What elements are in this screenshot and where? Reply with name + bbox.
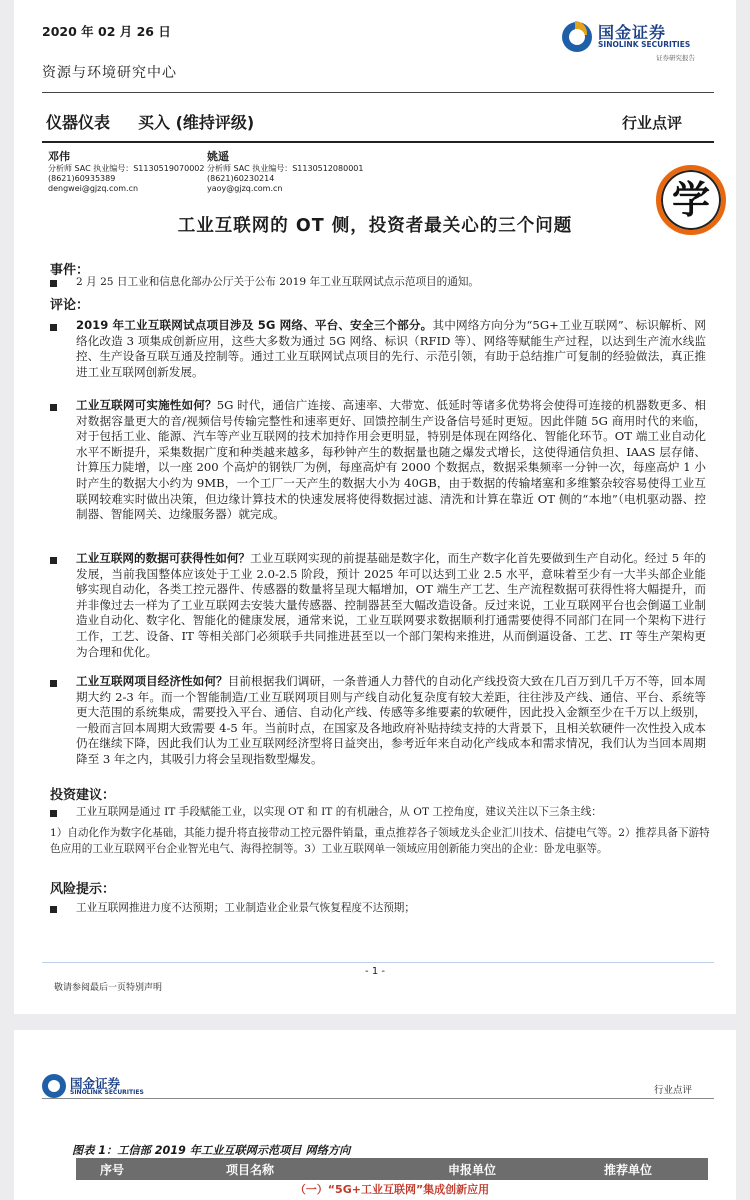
event-text: 2 月 25 日工业和信息化部办公厅关于公布 2019 年工业互联网试点示范项目的通知。 xyxy=(76,276,480,288)
comment-item-1 xyxy=(76,318,706,380)
analyst-email[interactable]: dengwei@gjzq.com.cn xyxy=(48,184,139,193)
table-header xyxy=(76,1158,708,1180)
header-divider xyxy=(42,92,714,93)
analyst-block-2 xyxy=(207,150,363,194)
comment-heading: 评论： xyxy=(50,298,90,313)
risk-heading: 风险提示： xyxy=(50,882,116,897)
header-divider xyxy=(42,1098,714,1099)
comment-item-2 xyxy=(76,398,706,523)
logo-chinese-name: 国金证券 xyxy=(70,1076,121,1091)
comment-item-3 xyxy=(76,551,706,660)
report-title: 工业互联网的 OT 侧，投资者最关心的三个问题 xyxy=(177,216,573,236)
report-page-1 xyxy=(14,0,736,1014)
col-header-index: 序号 xyxy=(100,1163,125,1177)
table-section-row: （一）“5G+工业互联网”集成创新应用 xyxy=(294,1183,490,1195)
figure-title: 图表 1：工信部 2019 年工业互联网示范项目 网络方向 xyxy=(72,1144,351,1157)
advice-text: 1）自动化作为数字化基础，其能力提升将直接带动工控元器件销量，重点推荐各子领域龙头企业汇川技术、信捷电气等。2）推荐具备下游特色应用的工业互联网平台企业智光电气、海得控制等。3）工业互联网单一领域应用创新能力突出的企业：卧龙电驱等。 xyxy=(50,827,710,855)
footer-divider xyxy=(42,962,714,963)
disclaimer-note: 敬请参阅最后一页特别声明 xyxy=(54,983,163,993)
comment-item-text: 目前根据我们调研，一条普通人力替代的自动化产线投资大致在几百万到几千万不等，回本周期大约 2-3 年。而一个智能制造/工业互联网项目则与产线自动化复杂度有较大差距，往往涉及产线、通信、平台、系统等更大范围的系统集成，需要投入平台、通信、自动化产线、传感等多维要素的软硬件，因此投入金额至少在千万以上级别，一般而言回本周期大致需要 4-5 年。当前时点，在国家及各地政府补贴持续支持的大背景下，且相关软硬件一次性投入成本仍在继续下降，因此我们认为工业互联网经济型将日益突出，参考近年来自动化产线成本和需求情况，我们认为当回本周期降至 3 年之内，其吸引力将会呈现指数型爆发。 xyxy=(76,674,706,766)
rating-divider xyxy=(42,141,714,143)
comment-item-bold: 2019 年工业互联网试点项目涉及 5G 网络、平台、安全三个部分。 xyxy=(76,318,433,332)
logo-chinese-name: 国金证券 xyxy=(598,23,667,42)
report-type: 行业点评 xyxy=(654,1085,693,1096)
col-header-recommender: 推荐单位 xyxy=(604,1163,653,1177)
report-page-2 xyxy=(14,1030,736,1200)
logo-subtitle: 证券研究报告 xyxy=(656,54,695,62)
comment-item-4 xyxy=(76,674,706,768)
analyst-name: 姚遥 xyxy=(207,150,229,163)
logo-english-name: SINOLINK SECURITIES xyxy=(598,40,691,49)
comment-item-bold: 工业互联网可实施性如何？ xyxy=(76,398,217,412)
analyst-license: 分析师 SAC 执业编号：S1130512080001 xyxy=(207,164,364,173)
col-header-applicant: 申报单位 xyxy=(448,1163,497,1177)
bullet-icon xyxy=(50,810,57,817)
comment-item-bold: 工业互联网的数据可获得性如何？ xyxy=(76,551,251,565)
advice-heading: 投资建议： xyxy=(50,788,116,803)
bullet-icon xyxy=(50,280,57,287)
bullet-icon xyxy=(50,906,57,913)
badge-char: 学 xyxy=(671,178,710,222)
comment-item-bold: 工业互联网项目经济性如何？ xyxy=(76,674,228,688)
report-type: 行业点评 xyxy=(622,114,683,132)
research-department: 资源与环境研究中心 xyxy=(42,65,177,81)
analyst-phone: (8621)60935389 xyxy=(48,174,116,183)
analyst-phone: (8621)60230214 xyxy=(207,174,275,183)
comment-item-text: 工业互联网实现的前提基础是数字化，而生产数字化首先要做到生产自动化。经过 5 年的发展，当前我国整体应该处于工业 2.0-2.5 阶段，预计 2025 年可以达到工业 2.5 水平，意味着至少有一大半头部企业能够实现自动化，各类工控元器件、传感器的数量将呈现大幅增加，OT 端生产工艺、生产流程数据可获得性将大幅提升，而并非像过去一样为了工业互联网去安装大量传感器、控制器甚至大幅改造设备。反过来说，工业互联网平台也会倒逼工业制造业自动化、数字化、智能化的健康发展，通常来说，工业互联网要求数据顺利打通需要使得不同部门在同一个架构下进行工作，工艺、设备、IT 等相关部门必须联手共同推进甚至以一个部门架构来推进，从而倒逼设备、工艺、IT 等生产架构更为合理和优化。 xyxy=(76,551,706,659)
sinolink-logo-icon xyxy=(562,22,592,52)
analyst-block-1 xyxy=(48,150,204,194)
advice-intro: 工业互联网是通过 IT 手段赋能工业，以实现 OT 和 IT 的有机融合，从 OT 工控角度，建议关注以下三条主线： xyxy=(76,806,602,818)
logo-english-name: SINOLINK SECURITIES xyxy=(70,1089,144,1096)
sinolink-logo xyxy=(42,1074,172,1106)
analyst-name: 邓伟 xyxy=(48,150,70,163)
comment-item-text: 5G 时代，通信广连接、高速率、大带宽、低延时等诸多优势将会使得可连接的机器数更多、相对数据容量更大的音/视频信号传输完整性和速率更好、回馈控制生产设备信号延时更短。因此伴随 5G 商用时代的来临，对于包括工业、能源、汽车等产业互联网的技术加持作用会更明显，特别是体现在网络化、智能化环节。OT 端工业自动化水平不断提升，采集数据广度和种类越来越多，每秒钟产生的数据量也随之爆发式增长，这使得通信负担、IAAS 层存储、计算压力陡增，以一座 200 个高炉的钢铁厂为例，每座高炉有 2000 个数据点，数据采集频率一分钟一次，每座高炉 1 小时产生的数据大小约为 9MB，一个工厂一天产生的数据大小为 40GB，由于数据的传输堵塞和多维繁杂较容易使得工业互联网较难实时做出决策，但边缘计算技术的快速发展将使得数据过滤、清洗和计算在靠近 OT 侧的“本地”（电机驱动器、控制器、智能网关、边缘服务器）就完成。 xyxy=(76,398,706,522)
page-number: - 1 - xyxy=(365,966,385,977)
bullet-icon xyxy=(50,324,57,331)
industry-name: 仪器仪表 xyxy=(46,113,111,132)
report-date: 2020 年 02 月 26 日 xyxy=(42,24,171,39)
col-header-project: 项目名称 xyxy=(226,1163,275,1177)
analyst-license: 分析师 SAC 执业编号：S1130519070002 xyxy=(48,164,205,173)
comment-item-text: 其中网络方向分为“5G+工业互联网”、标识解析、网络化改造 3 项集成创新应用，这些大多数为通过 5G 网络、标识（RFID 等）、网络等赋能生产过程，以达到生产流水线监控、生产设备互联互通及控制等。通过工业互联网试点项目的先行、示范引领，有助于总结推广可复制的经验做法，真正推进工业互联网创新发展。 xyxy=(76,318,706,379)
bullet-icon xyxy=(50,404,57,411)
bullet-icon xyxy=(50,557,57,564)
sinolink-logo xyxy=(562,20,722,64)
event-heading: 事件： xyxy=(50,263,90,278)
analyst-email[interactable]: yaoy@gjzq.com.cn xyxy=(207,184,283,193)
bullet-icon xyxy=(50,680,57,687)
sinolink-logo-icon xyxy=(42,1074,66,1098)
risk-text: 工业互联网推进力度不达预期；工业制造业企业景气恢复程度不达预期； xyxy=(76,902,415,914)
rating-label: 买入 (维持评级) xyxy=(138,113,255,132)
